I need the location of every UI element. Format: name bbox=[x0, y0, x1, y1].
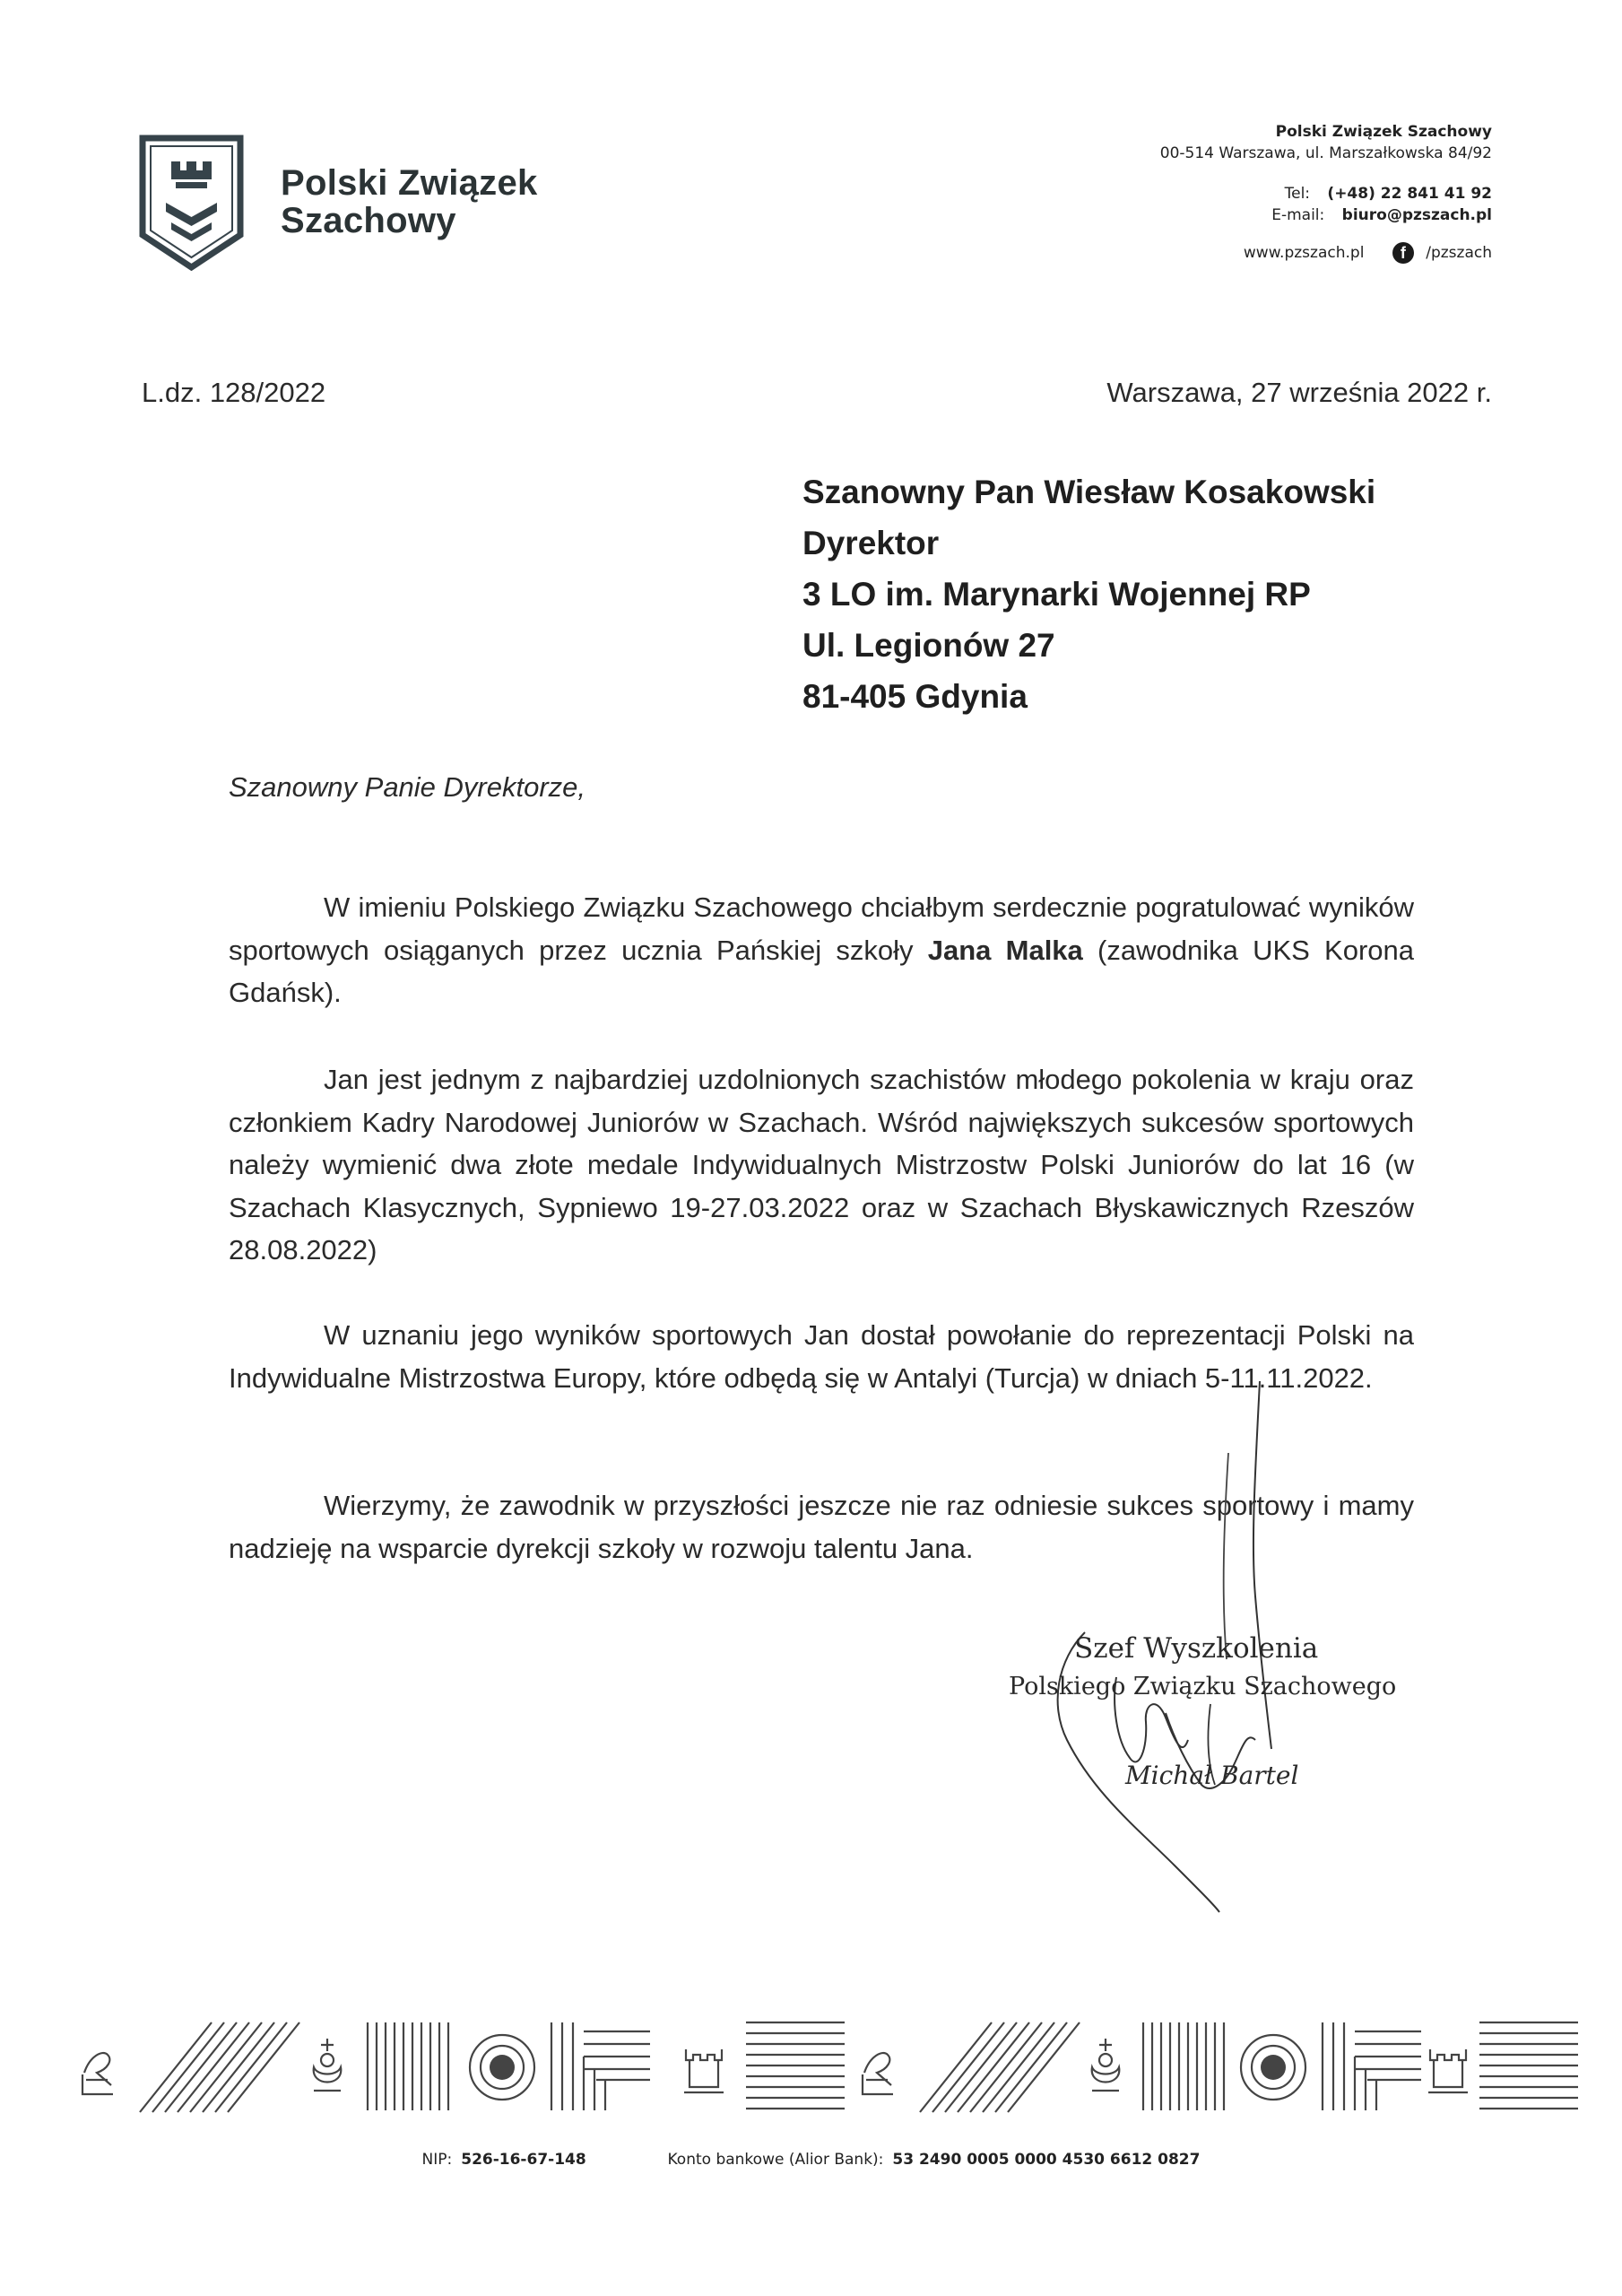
footer bbox=[0, 2151, 1622, 2169]
contact-web-row bbox=[1160, 242, 1492, 264]
salutation: Szanowny Panie Dyrektorze, bbox=[229, 771, 586, 803]
body-paragraph bbox=[229, 1484, 1414, 1570]
facebook-icon: f bbox=[1392, 242, 1414, 264]
paragraph-text: W imieniu Polskiego Związku Szachowego chciałbym serdecznie pogratulować wyników sportowych osiąganych przez ucznia Pańskiej szkoły bbox=[229, 891, 1414, 966]
organization-name-line2: Szachowy bbox=[281, 201, 456, 240]
paragraph-text: (zawodnika UKS Korona Gdańsk). bbox=[229, 934, 1415, 1008]
bank-account-value: 53 2490 0005 0000 4530 6612 0827 bbox=[892, 2151, 1201, 2169]
letter-date: Warszawa, 27 września 2022 r. bbox=[1106, 377, 1492, 408]
facebook-handle[interactable]: /pzszach bbox=[1426, 244, 1492, 262]
addressee-line: Dyrektor bbox=[802, 525, 940, 561]
email-label: E-mail: bbox=[1271, 206, 1325, 224]
contact-address: 00-514 Warszawa, ul. Marszałkowska 84/92 bbox=[1159, 144, 1492, 162]
body-paragraph bbox=[229, 886, 1414, 1014]
contact-org-name: Polski Związek Szachowy bbox=[1275, 123, 1492, 141]
bank-account-label: Konto bankowe (Alior Bank): bbox=[667, 2151, 884, 2169]
contact-block bbox=[1160, 121, 1492, 264]
addressee-line: Ul. Legionów 27 bbox=[802, 627, 1055, 664]
reference-number: L.dz. 128/2022 bbox=[142, 377, 326, 408]
contact-email-row bbox=[1160, 204, 1492, 226]
website-link[interactable]: www.pzszach.pl bbox=[1243, 244, 1365, 262]
nip-label: NIP: bbox=[421, 2151, 453, 2169]
signatory-name: Michał Bartel bbox=[1125, 1761, 1299, 1790]
organization-name-line1: Polski Związek bbox=[281, 163, 538, 203]
paragraph-text: Wierzymy, że zawodnik w przyszłości jeszcze nie raz odniesie sukces sportowy i mamy nadzieję na wsparcie dyrekcji szkoły w rozwoju talentu Jana. bbox=[229, 1490, 1414, 1564]
addressee-block bbox=[802, 466, 1375, 722]
phone-label: Tel: bbox=[1284, 185, 1311, 203]
contact-phone-row bbox=[1160, 183, 1492, 204]
signatory-title: Szef Wyszkolenia bbox=[1074, 1632, 1319, 1665]
pzszach-logo-icon bbox=[139, 135, 244, 271]
body-paragraph bbox=[229, 1058, 1414, 1272]
addressee-line: 81-405 Gdynia bbox=[802, 678, 1028, 715]
nip-value: 526-16-67-148 bbox=[461, 2151, 586, 2169]
signatory-organization: Polskiego Związku Szachowego bbox=[1009, 1673, 1397, 1700]
addressee-line: 3 LO im. Marynarki Wojennej RP bbox=[802, 576, 1311, 613]
email-value[interactable]: biuro@pzszach.pl bbox=[1341, 206, 1492, 224]
decorative-pattern-strip bbox=[72, 2005, 1578, 2130]
student-name: Jana Malka bbox=[927, 934, 1083, 966]
phone-value: (+48) 22 841 41 92 bbox=[1327, 185, 1492, 203]
addressee-line: Szanowny Pan Wiesław Kosakowski bbox=[802, 474, 1376, 510]
paragraph-text: Jan jest jednym z najbardziej uzdolnionych szachistów młodego pokolenia w kraju oraz członkiem Kadry Narodowej Juniorów w Szachach. Wśród największych sukcesów sportowych należy wymienić dwa złote medale Indywidualnych Mistrzostw Polski Juniorów do lat 16 (w Szachach Klasycznych, Sypniewo 19-27.03.2022 oraz w Szachach Błyskawicznych Rzeszów 28.08.2022) bbox=[229, 1064, 1414, 1265]
body-paragraph bbox=[229, 1314, 1414, 1399]
organization-name bbox=[281, 164, 538, 239]
paragraph-text: W uznaniu jego wyników sportowych Jan dostał powołanie do reprezentacji Polski na Indywidualne Mistrzostwa Europy, które odbędą się w Antalyi (Turcja) w dniach 5-11.11.2022. bbox=[229, 1319, 1414, 1394]
